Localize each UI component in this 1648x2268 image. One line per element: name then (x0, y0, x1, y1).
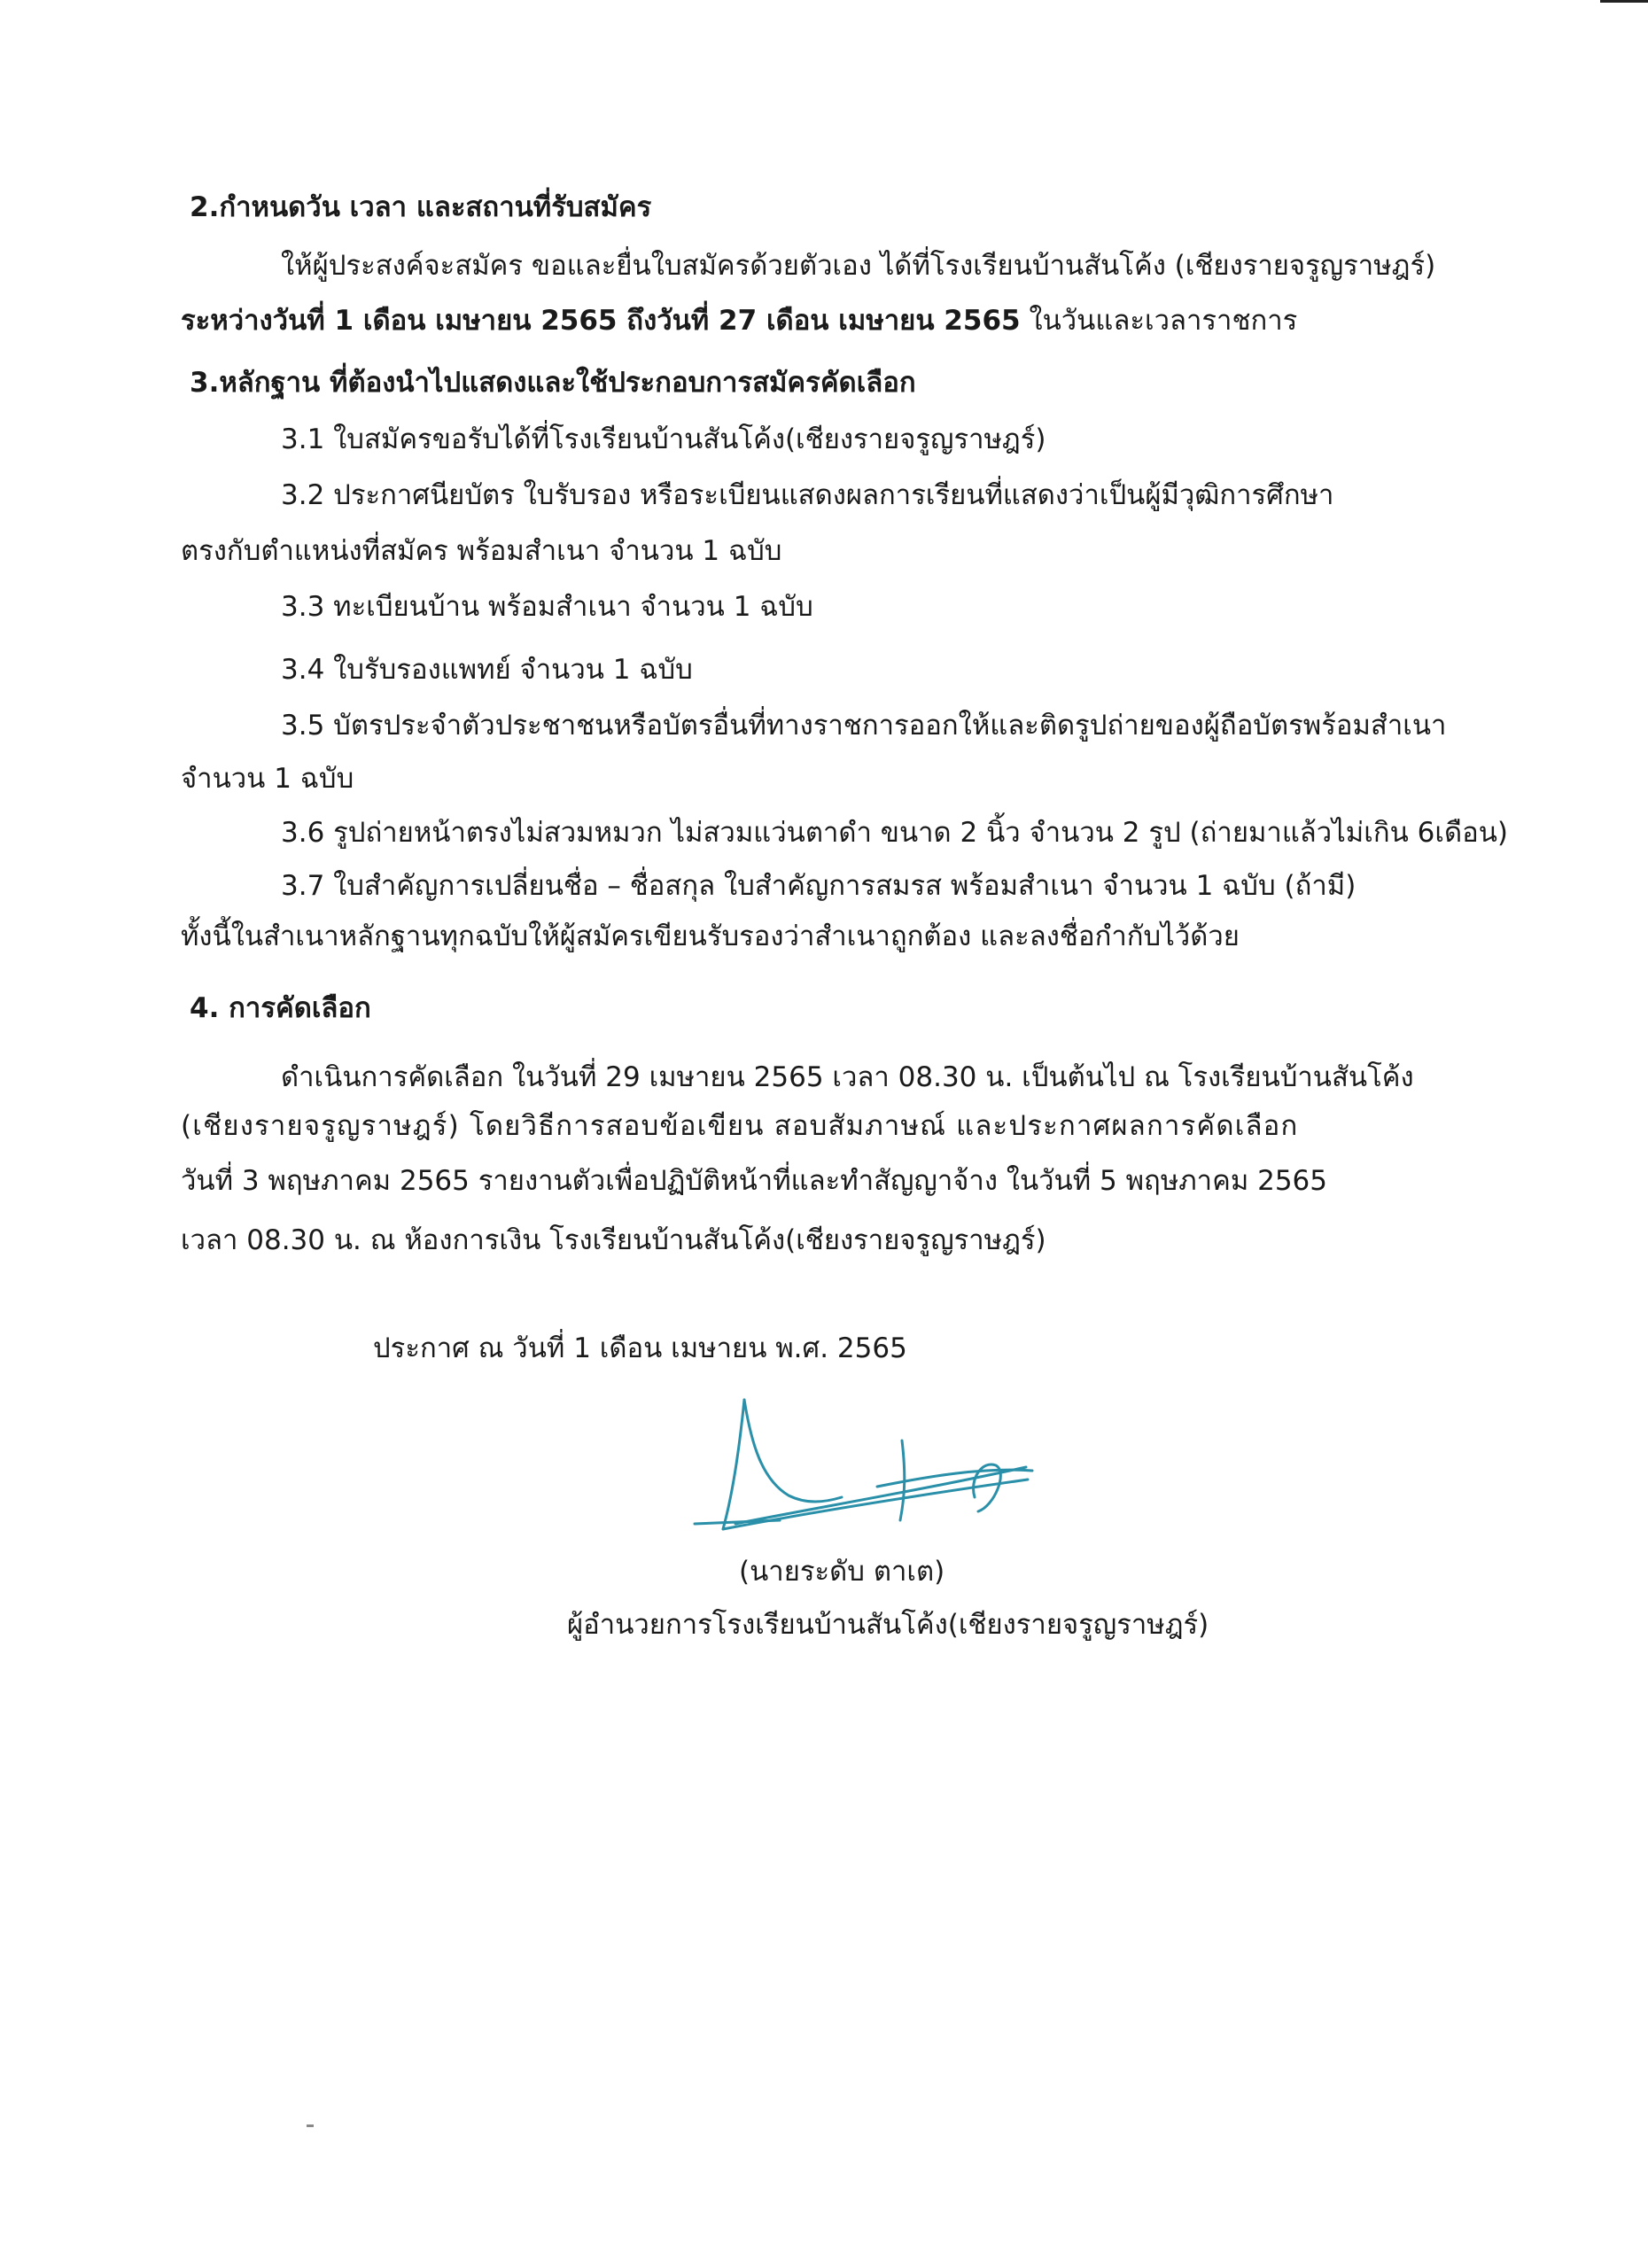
application-period: ระหว่างวันที่ 1 เดือน เมษายน 2565 ถึงวันที่ 27 เดือน เมษายน 2565 (181, 305, 1021, 337)
item-3-2-cont: ตรงกับตำแหน่งที่สมัคร พร้อมสำเนา จำนวน 1 ฉบับ (181, 535, 782, 567)
item-3-3: 3.3 ทะเบียนบ้าน พร้อมสำเนา จำนวน 1 ฉบับ (281, 591, 813, 623)
announcement-date: ประกาศ ณ วันที่ 1 เดือน เมษายน พ.ศ. 2565 (373, 1332, 907, 1364)
item-3-5-cont: จำนวน 1 ฉบับ (181, 763, 354, 795)
section-3-note: ทั้งนี้ในสำเนาหลักฐานทุกฉบับให้ผู้สมัครเขียนรับรองว่าสำเนาถูกต้อง และลงชื่อกำกับไว้ด้วย (181, 920, 1240, 952)
signature (673, 1347, 1046, 1550)
item-3-1: 3.1 ใบสมัครขอรับได้ที่โรงเรียนบ้านสันโค้ง(เชียงรายจรูญราษฎร์) (281, 423, 1046, 455)
item-3-6: 3.6 รูปถ่ายหน้าตรงไม่สวมหมวก ไม่สวมแว่นตาดำ ขนาด 2 นิ้ว จำนวน 2 รูป (ถ่ายมาแล้วไม่เกิน 6เดือน) (281, 817, 1508, 849)
item-3-7: 3.7 ใบสำคัญการเปลี่ยนชื่อ – ชื่อสกุล ใบสำคัญการสมรส พร้อมสำเนา จำนวน 1 ฉบับ (ถ้ามี) (281, 870, 1356, 902)
section-4-line-4: เวลา 08.30 น. ณ ห้องการเงิน โรงเรียนบ้านสันโค้ง(เชียงรายจรูญราษฎร์) (181, 1224, 1046, 1256)
section-2-paragraph-line-2 (181, 301, 1297, 340)
item-3-4: 3.4 ใบรับรองแพทย์ จำนวน 1 ฉบับ (281, 654, 693, 686)
section-2-paragraph-line-1: ให้ผู้ประสงค์จะสมัคร ขอและยื่นใบสมัครด้วยตัวเอง ได้ที่โรงเรียนบ้านสันโค้ง (เชียงรายจรูญราษฎร์) (281, 250, 1436, 282)
office-hours-text: ในวันและเวลาราชการ (1020, 305, 1298, 337)
item-3-2: 3.2 ประกาศนียบัตร ใบรับรอง หรือระเบียนแสดงผลการเรียนที่แสดงว่าเป็นผู้มีวุฒิการศึกษา (281, 479, 1334, 511)
signer-name: (นายระดับ ตาเต) (739, 1556, 945, 1588)
item-3-5: 3.5 บัตรประจำตัวประชาชนหรือบัตรอื่นที่ทางราชการออกให้และติดรูปถ่ายของผู้ถือบัตรพร้อมสำเนา (281, 710, 1447, 742)
scan-speck (307, 2124, 314, 2127)
section-4-heading: 4. การคัดเลือก (190, 992, 371, 1024)
section-4-line-2: (เชียงรายจรูญราษฎร์) โดยวิธีการสอบข้อเขียน สอบสัมภาษณ์ และประกาศผลการคัดเลือก (181, 1110, 1299, 1142)
section-4-line-3: วันที่ 3 พฤษภาคม 2565 รายงานตัวเพื่อปฏิบัติหน้าที่และทำสัญญาจ้าง ในวันที่ 5 พฤษภาคม 2565 (181, 1165, 1328, 1197)
section-2-heading: 2.กำหนดวัน เวลา และสถานที่รับสมัคร (190, 191, 652, 223)
section-3-heading: 3.หลักฐาน ที่ต้องนำไปแสดงและใช้ประกอบการสมัครคัดเลือก (190, 367, 916, 399)
scan-edge-mark (1600, 0, 1648, 3)
section-4-line-1: ดำเนินการคัดเลือก ในวันที่ 29 เมษายน 2565 เวลา 08.30 น. เป็นต้นไป ณ โรงเรียนบ้านสันโค้ง (281, 1061, 1414, 1093)
signer-position: ผู้อำนวยการโรงเรียนบ้านสันโค้ง(เชียงรายจรูญราษฎร์) (567, 1609, 1209, 1641)
